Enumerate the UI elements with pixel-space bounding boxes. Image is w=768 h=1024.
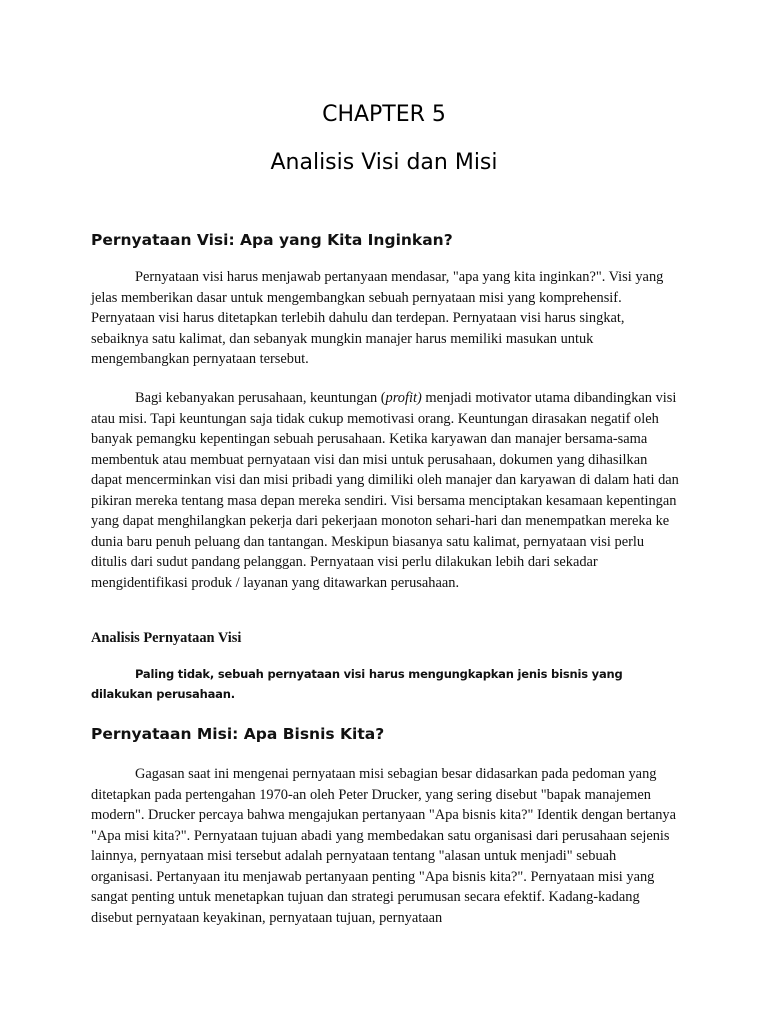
paragraph-text: Pernyataan visi harus menjawab pertanyaan mendasar, "apa yang kita inginkan?". Visi yang jelas memberikan dasar untuk mengembangkan sebuah pernyataan misi yang komprehensif. Pernyataan visi harus ditetapkan terlebih dahulu dan terdepan. Pernyataan visi harus singkat, sebaiknya satu kalimat, dan sebanyak mungkin manajer harus memiliki masukan untuk mengembangkan pernyataan tersebut. bbox=[91, 269, 664, 367]
subsection-paragraph bbox=[91, 664, 681, 704]
chapter-label: CHAPTER 5 bbox=[322, 102, 446, 127]
subsection-heading: Analisis Pernyataan Visi bbox=[91, 630, 242, 646]
paragraph-text: Gagasan saat ini mengenai pernyataan misi sebagian besar didasarkan pada pedoman yang ditetapkan pada pertengahan 1970-an oleh Peter Drucker, yang sering disebut "bapak manajemen modern". Drucker percaya bahwa mengajukan pertanyaan "Apa bisnis kita?" Identik dengan bertanya "Apa misi kita?". Pernyataan tujuan abadi yang membedakan satu organisasi dari perusahaan sejenis lainnya, pernyataan misi tersebut adalah pernyataan tentang "alasan untuk menjadi" sebuah organisasi. Pertanyaan itu menjawab pertanyaan penting "Apa bisnis kita?". Pernyataan misi yang sangat penting untuk menetapkan tujuan dan strategi perumusan secara efektif. Kadang-kadang disebut pernyataan keyakinan, pernyataan tujuan, pernyataan bbox=[91, 766, 677, 926]
paragraph-visi-2 bbox=[91, 388, 681, 593]
subsection-text: Paling tidak, sebuah pernyataan visi harus mengungkapkan jenis bisnis yang dilakukan perusahaan. bbox=[91, 667, 623, 701]
paragraph-text-start: Bagi kebanyakan perusahaan, keuntungan ( bbox=[135, 390, 386, 406]
chapter-title: Analisis Visi dan Misi bbox=[270, 150, 498, 175]
paragraph-text-end: menjadi motivator utama dibandingkan visi atau misi. Tapi keuntungan saja tidak cukup memotivasi orang. Keuntungan dirasakan negatif oleh banyak pemangku kepentingan sebuah perusahaan. Ketika karyawan dan manajer bersama-sama membentuk atau membuat pernyataan visi dan misi untuk perusahaan, dokumen yang dihasilkan dapat mencerminkan visi dan misi pribadi yang dimiliki oleh manajer dan karyawan di dalam hati dan pikiran mereka tentang masa depan mereka sendiri. Visi bersama menciptakan kesamaan kepentingan yang dapat menghilangkan pekerja dari pekerjaan monoton sehari-hari dan menempatkan mereka ke dunia baru penuh peluang dan tantangan. Meskipun biasanya satu kalimat, pernyataan visi perlu ditulis dari sudut pandang pelanggan. Pernyataan visi perlu dilakukan lebih dari sekadar mengidentifikasi produk / layanan yang ditawarkan perusahaan. bbox=[91, 390, 679, 591]
paragraph-visi-1 bbox=[91, 267, 681, 370]
paragraph-misi-1 bbox=[91, 764, 681, 928]
section-heading-visi: Pernyataan Visi: Apa yang Kita Inginkan? bbox=[91, 231, 453, 249]
section-heading-misi: Pernyataan Misi: Apa Bisnis Kita? bbox=[91, 725, 385, 743]
profit-italic: profit) bbox=[385, 390, 422, 406]
